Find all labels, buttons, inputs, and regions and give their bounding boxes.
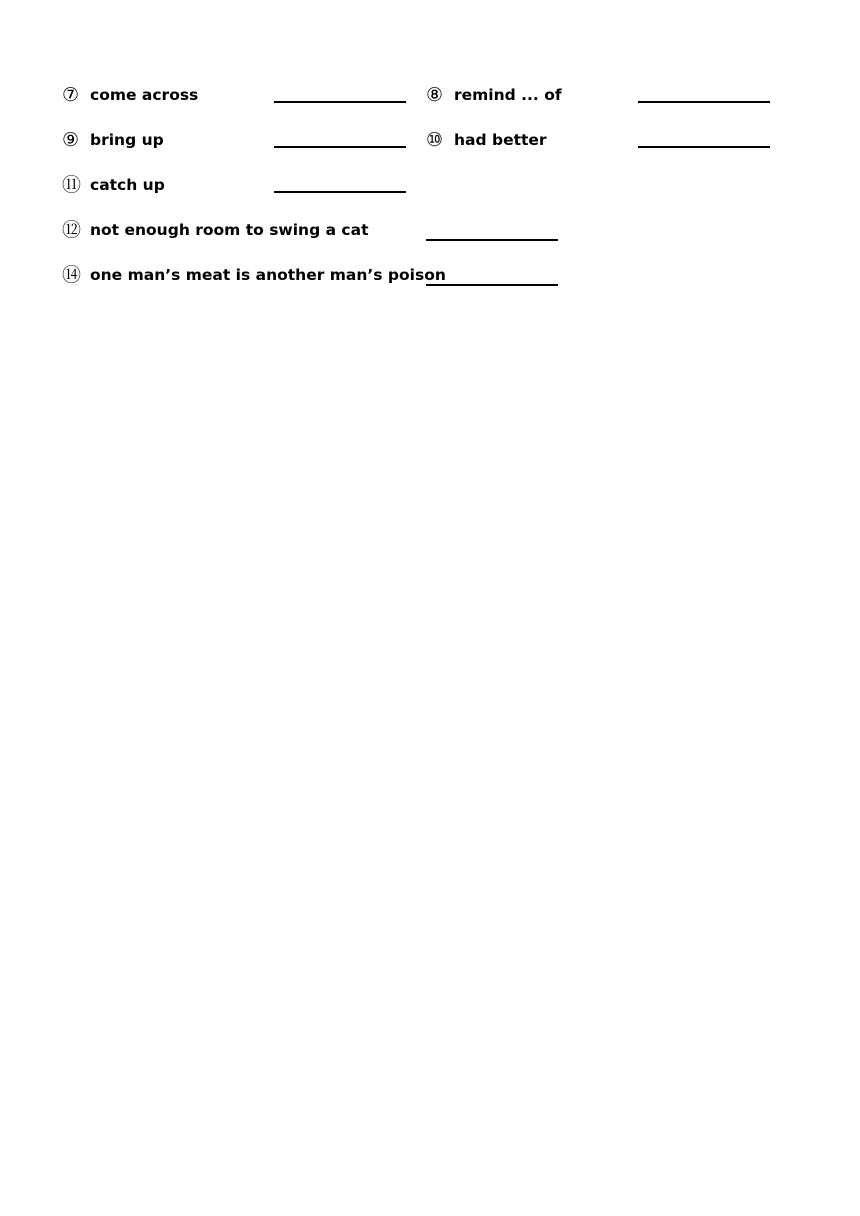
answer-line (638, 132, 770, 148)
item-phrase: had better (454, 131, 547, 149)
answer-line (274, 177, 406, 193)
exercise-item-10 (426, 127, 547, 153)
item-phrase: one man’s meat is another man’s poison (90, 266, 446, 284)
answer-line (638, 87, 770, 103)
item-number: ⑪ (62, 173, 82, 196)
item-number: ⑧ (426, 83, 444, 106)
exercise-item-9 (62, 127, 164, 153)
item-number: ⑦ (62, 83, 80, 106)
answer-blank-10[interactable] (638, 127, 770, 153)
answer-blank-12[interactable] (426, 220, 558, 246)
answer-blank-7[interactable] (274, 82, 406, 108)
exercise-item-11 (62, 172, 165, 198)
item-number: ⑩ (426, 128, 444, 151)
exercise-item-7 (62, 82, 198, 108)
answer-line (426, 270, 558, 286)
item-number: ⑫ (62, 218, 82, 241)
answer-blank-8[interactable] (638, 82, 770, 108)
item-number: ⑭ (62, 263, 82, 286)
answer-blank-14[interactable] (426, 265, 558, 291)
item-phrase: bring up (90, 131, 164, 149)
exercise-item-14 (62, 262, 446, 288)
exercise-item-8 (426, 82, 562, 108)
item-phrase: not enough room to swing a cat (90, 221, 369, 239)
exercise-item-12 (62, 217, 369, 243)
answer-blank-11[interactable] (274, 172, 406, 198)
answer-line (274, 87, 406, 103)
answer-line (274, 132, 406, 148)
item-phrase: come across (90, 86, 199, 104)
item-phrase: catch up (90, 176, 165, 194)
answer-blank-9[interactable] (274, 127, 406, 153)
item-number: ⑨ (62, 128, 80, 151)
item-phrase: remind ... of (454, 86, 562, 104)
answer-line (426, 225, 558, 241)
